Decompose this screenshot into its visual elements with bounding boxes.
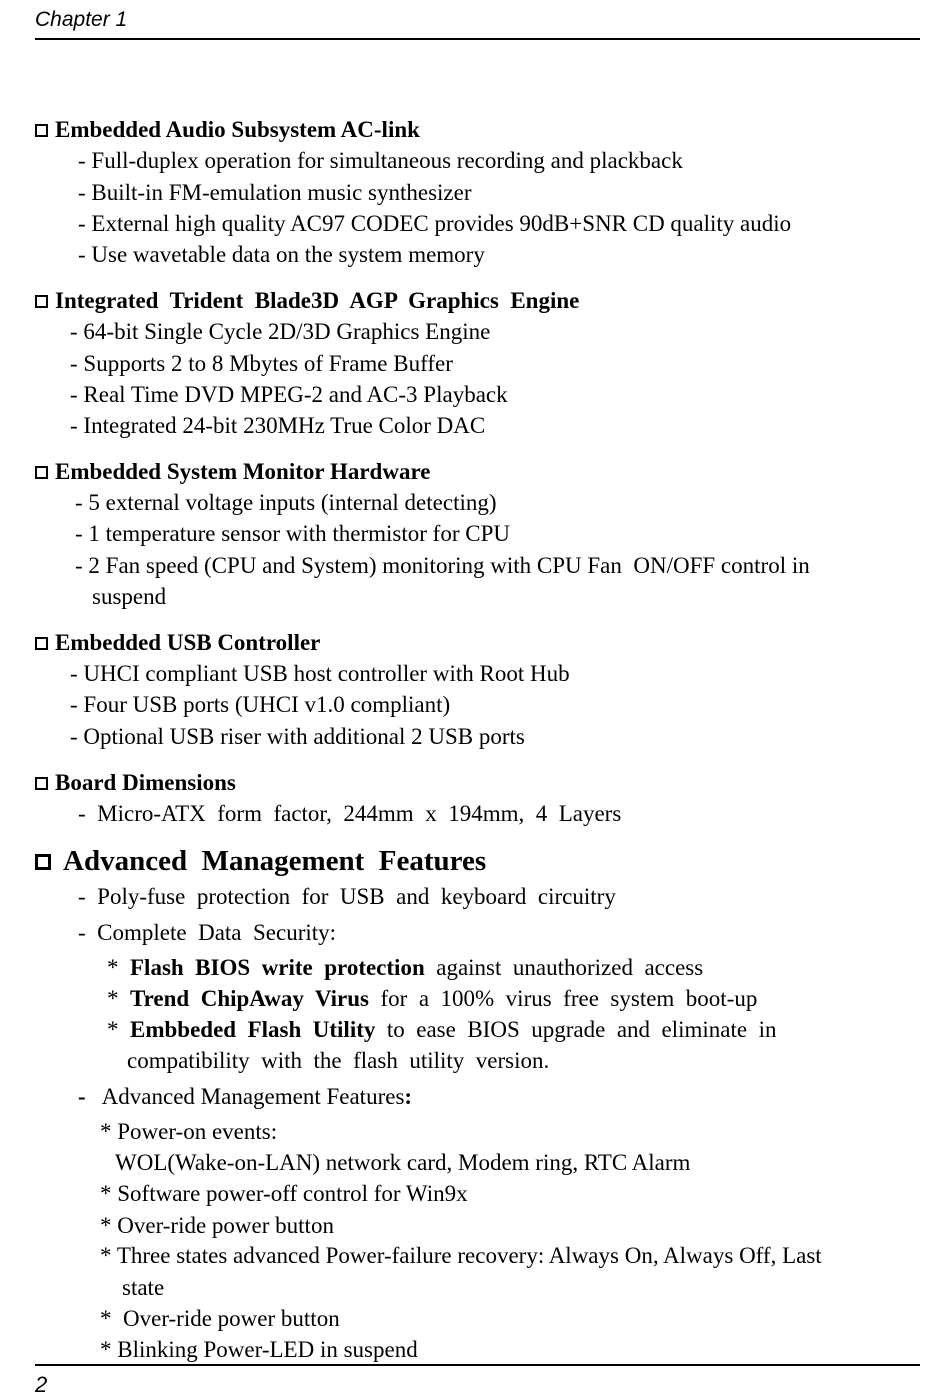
asterisk-bullet: * (107, 955, 119, 980)
power-item: * Software power-off control for Win9x (100, 1181, 468, 1206)
list-item: - Optional USB riser with additional 2 USB ports (70, 724, 525, 749)
power-item-continuation: state (122, 1275, 165, 1300)
list-item: - 2 Fan speed (CPU and System) monitoring with CPU Fan ON/OFF control in (75, 553, 810, 578)
list-item: - Four USB ports (UHCI v1.0 compliant) (70, 692, 451, 717)
list-item: - Micro-ATX form factor, 244mm x 194mm, 4 Layers (78, 801, 622, 826)
power-item: * Blinking Power-LED in suspend (100, 1337, 418, 1362)
header-rule (35, 38, 920, 40)
section-title: Embedded Audio Subsystem AC-link (55, 117, 420, 142)
section-title: Embedded USB Controller (55, 630, 321, 655)
section-title: Embedded System Monitor Hardware (55, 459, 431, 484)
checkbox-bullet-icon (35, 124, 48, 137)
list-item: - External high quality AC97 CODEC provides 90dB+SNR CD quality audio (78, 211, 792, 236)
security-item (107, 955, 703, 981)
list-item: - Real Time DVD MPEG-2 and AC-3 Playback (70, 382, 508, 407)
list-item: - Built-in FM-emulation music synthesizer (78, 180, 472, 205)
checkbox-bullet-icon (35, 637, 48, 650)
list-item: - Complete Data Security: (78, 920, 337, 945)
section-heading-management (35, 845, 486, 878)
section-heading-graphics (35, 288, 579, 314)
section-heading-monitor (35, 459, 430, 485)
security-item-text: to ease BIOS upgrade and eliminate in (375, 1017, 777, 1042)
checkbox-bullet-icon (35, 295, 48, 308)
list-item: - 5 external voltage inputs (internal detecting) (75, 490, 497, 515)
sub-heading-colon: : (404, 1084, 413, 1109)
asterisk-bullet: * (107, 1017, 119, 1042)
power-item: * Over-ride power button (100, 1306, 340, 1331)
section-title: Board Dimensions (55, 770, 236, 795)
checkbox-bullet-icon (35, 777, 48, 790)
sub-heading-text: Advanced Management Features (101, 1084, 405, 1109)
security-item-bold: Flash BIOS write protection (130, 955, 425, 980)
list-item-continuation: suspend (92, 584, 167, 609)
checkbox-bullet-icon (35, 854, 51, 870)
security-item-text: for a 100% virus free system boot-up (369, 986, 758, 1011)
security-item-bold: Trend ChipAway Virus (130, 986, 369, 1011)
footer-rule (35, 1364, 920, 1366)
list-item: - Supports 2 to 8 Mbytes of Frame Buffer (70, 351, 453, 376)
section-heading-usb (35, 630, 320, 656)
checkbox-bullet-icon (35, 466, 48, 479)
sub-heading (78, 1084, 412, 1110)
section-title: Integrated Trident Blade3D AGP Graphics Engine (55, 288, 580, 313)
power-item: * Over-ride power button (100, 1213, 334, 1238)
power-item-continuation: WOL(Wake-on-LAN) network card, Modem ring, RTC Alarm (115, 1150, 691, 1175)
security-item (107, 1017, 777, 1043)
dash-bullet: - (78, 1084, 86, 1109)
list-item: - 64-bit Single Cycle 2D/3D Graphics Engine (70, 319, 491, 344)
list-item: - Use wavetable data on the system memory (78, 242, 485, 267)
list-item: - Poly-fuse protection for USB and keyboard circuitry (78, 884, 616, 909)
section-heading-audio (35, 117, 420, 143)
section-heading-dimensions (35, 770, 236, 796)
power-item: * Power-on events: (100, 1119, 278, 1144)
section-title: Advanced Management Features (63, 845, 487, 877)
running-head: Chapter 1 (35, 8, 128, 31)
list-item: - 1 temperature sensor with thermistor for CPU (75, 521, 510, 546)
power-item: * Three states advanced Power-failure recovery: Always On, Always Off, Last (100, 1243, 822, 1268)
security-item (107, 986, 757, 1012)
security-item-continuation: compatibility with the flash utility version. (127, 1048, 550, 1073)
list-item: - Full-duplex operation for simultaneous recording and plackback (78, 148, 683, 173)
page-number: 2 (35, 1372, 48, 1397)
list-item: - UHCI compliant USB host controller with Root Hub (70, 661, 570, 686)
asterisk-bullet: * (107, 986, 119, 1011)
security-item-text: against unauthorized access (424, 955, 704, 980)
list-item: - Integrated 24-bit 230MHz True Color DAC (70, 413, 486, 438)
security-item-bold: Embbeded Flash Utility (130, 1017, 376, 1042)
